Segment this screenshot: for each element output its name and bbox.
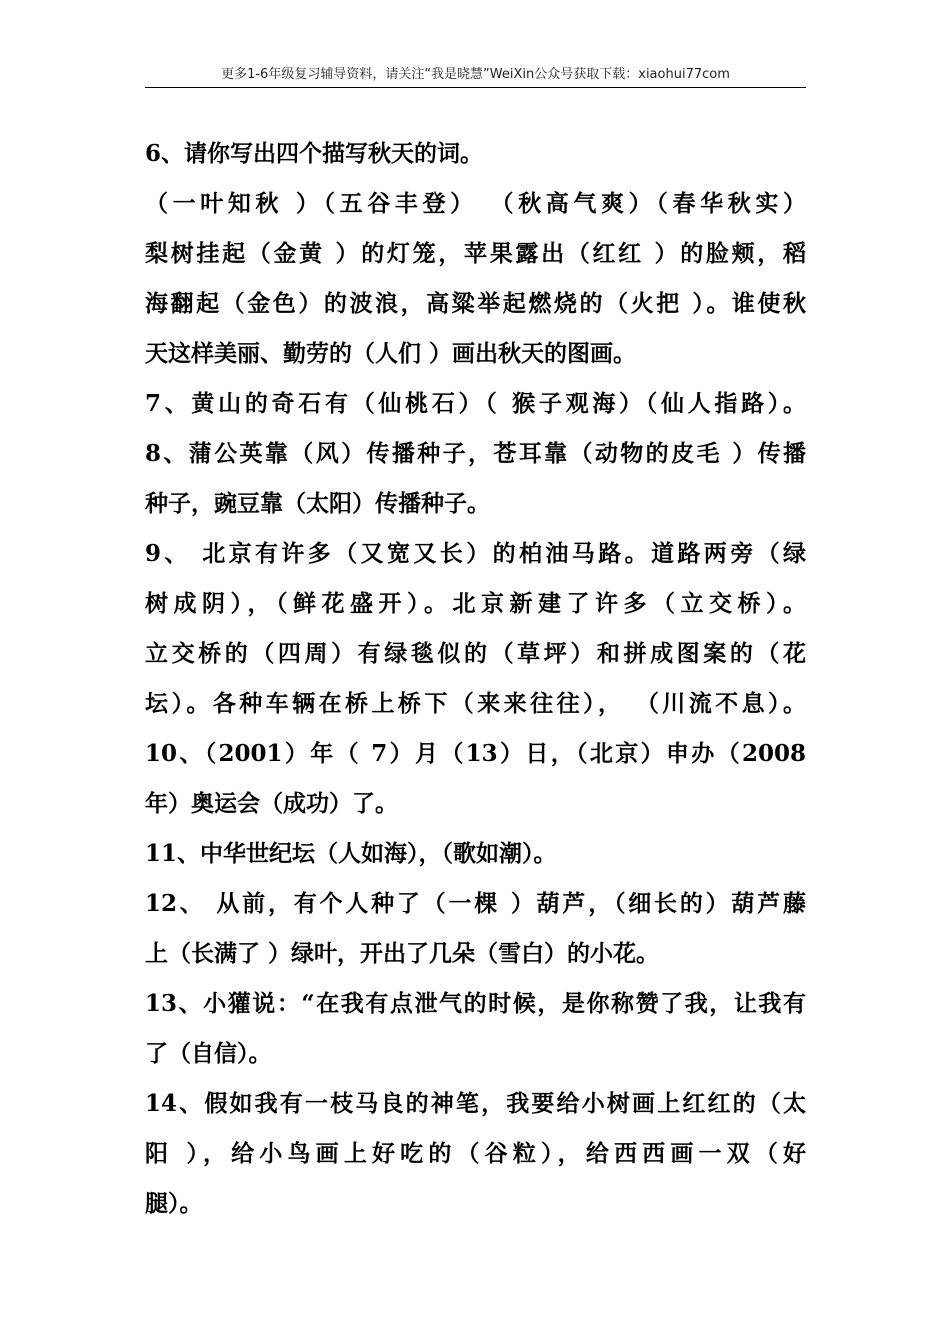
question-14-line-3: 腿）。 [145, 1190, 203, 1217]
question-12-line-2: 上（长满了 ）绿叶，开出了几朵（雪白）的小花。 [145, 940, 660, 967]
question-6-title: 6、请你写出四个描写秋天的词。 [145, 140, 484, 167]
question-14-line-1: 14、假如我有一枝马良的神笔，我要给小树画上红红的（太 [145, 1090, 806, 1117]
header-divider [145, 87, 806, 88]
question-9-line-3: 立交桥的（四周）有绿毯似的（草坪）和拼成图案的（花 [145, 640, 806, 667]
question-11: 11、中华世纪坛（人如海），（歌如潮）。 [145, 840, 557, 867]
question-12-line-1: 12、 从前，有个人种了（一棵 ）葫芦，（细长的）葫芦藤 [145, 890, 806, 917]
question-9-line-4: 坛）。各种车辆在桥上桥下（来来往往）， （川流不息）。 [145, 690, 806, 717]
question-14-line-2: 阳 ），给小鸟画上好吃的（谷粒），给西西画一双（好 [145, 1140, 806, 1167]
question-6-passage-line-3: 天这样美丽、勤劳的（人们 ）画出秋天的图画。 [145, 340, 637, 367]
question-13-line-2: 了（自信）。 [145, 1040, 272, 1067]
page-header-note: 更多1-6年级复习辅导资料，请关注“我是晓慧”WeiXin公众号获取下载：xiaohui77com [221, 67, 730, 82]
question-13-line-1: 13、小獾说：“在我有点泄气的时候，是你称赞了我，让我有 [145, 990, 806, 1017]
question-9-line-2: 树成阴），（鲜花盛开）。北京新建了许多（立交桥）。 [145, 590, 806, 617]
question-9-line-1: 9、 北京有许多（又宽又长）的柏油马路。道路两旁（绿 [145, 540, 806, 567]
question-10-line-2: 年）奥运会（成功）了。 [145, 790, 398, 817]
question-10-line-1: 10、（2001）年（ 7）月（13）日，（北京）申办（2008 [145, 740, 806, 767]
question-8-line-2: 种子，豌豆靠（太阳）传播种子。 [145, 490, 490, 517]
question-6-words: （一叶知秋 ）（五谷丰登） （秋高气爽）（春华秋实） [145, 190, 806, 217]
question-6-passage-line-1: 梨树挂起（金黄 ）的灯笼，苹果露出（红红 ）的脸颊，稻 [145, 240, 806, 267]
document-body [145, 129, 806, 1229]
question-8-line-1: 8、蒲公英靠（风）传播种子，苍耳靠（动物的皮毛 ）传播 [145, 440, 806, 467]
question-7: 7、黄山的奇石有（仙桃石）（ 猴子观海）（仙人指路）。 [145, 390, 806, 417]
question-6-passage-line-2: 海翻起（金色）的波浪，高粱举起燃烧的（火把 ）。谁使秋 [145, 290, 806, 317]
